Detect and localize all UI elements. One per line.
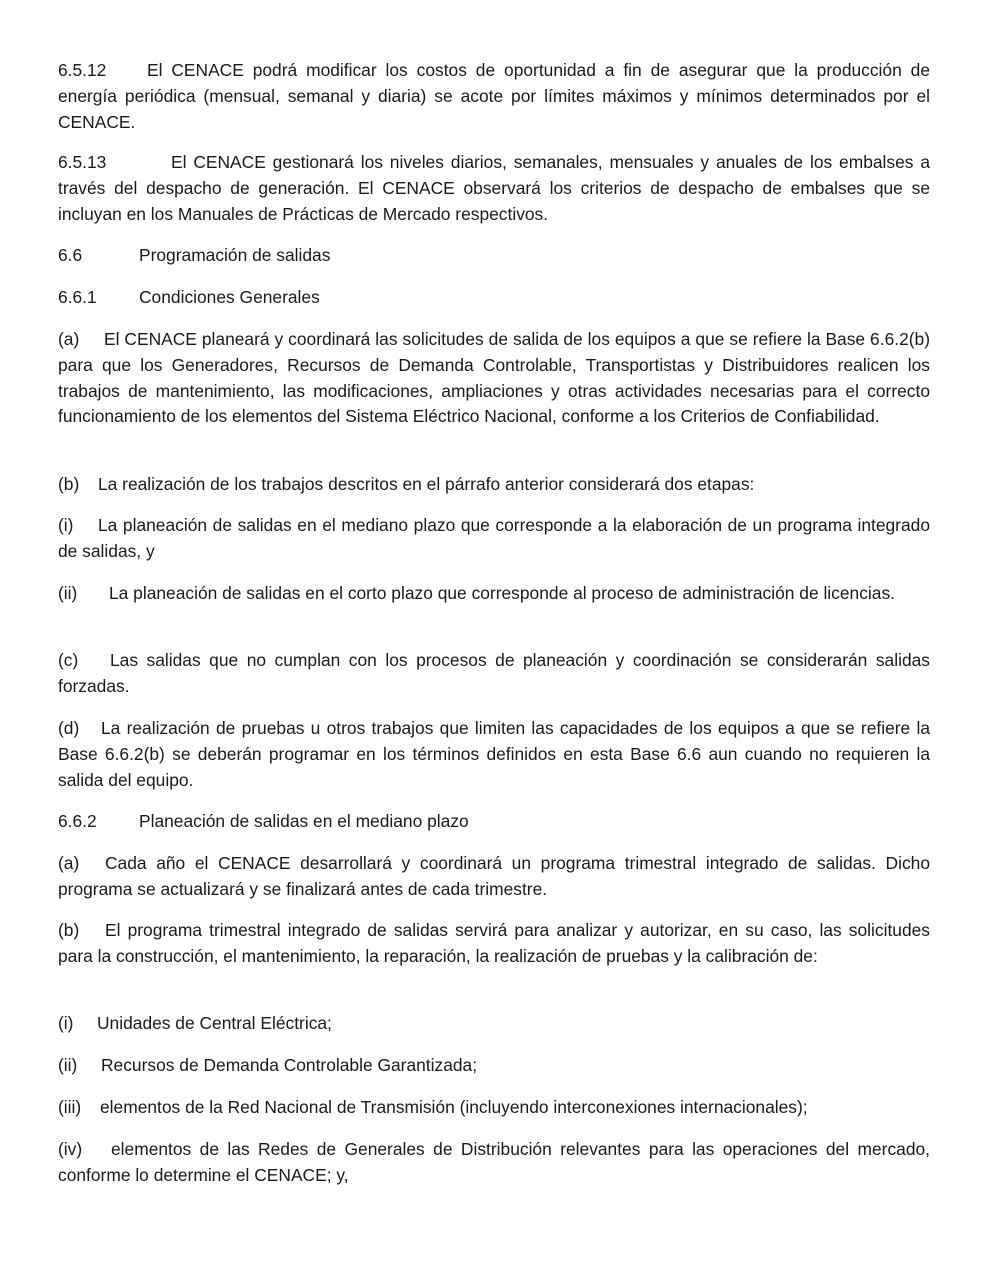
clause-label: (b): [58, 474, 80, 494]
paragraph-number: 6.5.13: [58, 152, 107, 172]
section-number: 6.6.2: [58, 811, 97, 831]
clause-label: (d): [58, 718, 80, 738]
item-6-6-2-b-ii: [58, 1053, 930, 1079]
clause-text: Recursos de Demanda Controlable Garantizada;: [101, 1055, 478, 1075]
clause-label: (b): [58, 920, 80, 940]
clause-6-6-2-a: [58, 851, 930, 903]
clause-6-6-1-b: [58, 472, 930, 498]
clause-text: La realización de pruebas u otros trabajos que limiten las capacidades de los equipos a que se refiere la Base 6.6.2(b) se deberán programar en los términos definidos en esta Base 6.6 aun cuando no requieren la salida del equipo.: [58, 718, 930, 790]
section-number: 6.6: [58, 245, 83, 265]
clause-6-6-1-b-i: [58, 513, 930, 565]
clause-6-6-1-d: [58, 716, 930, 793]
clause-text: La planeación de salidas en el mediano plazo que corresponde a la elaboración de un programa integrado de salidas, y: [58, 515, 930, 561]
section-number: 6.6.1: [58, 287, 97, 307]
paragraph-text: El CENACE podrá modificar los costos de oportunidad a fin de asegurar que la producción de energía periódica (mensual, semanal y diaria) se acote por límites máximos y mínimos determinados por el CENACE.: [58, 60, 930, 132]
clause-6-6-1-c: [58, 648, 930, 700]
item-6-6-2-b-iv: [58, 1137, 930, 1189]
clause-label: (i): [58, 515, 74, 535]
section-title: Planeación de salidas en el mediano plazo: [139, 811, 469, 831]
clause-label: (ii): [58, 1055, 78, 1075]
item-6-6-2-b-i: [58, 1011, 930, 1037]
clause-label: (a): [58, 329, 80, 349]
clause-text: La planeación de salidas en el corto plazo que corresponde al proceso de administración de licencias.: [109, 583, 895, 603]
clause-6-6-1-a: [58, 327, 930, 430]
paragraph-6-5-13: [58, 150, 930, 227]
clause-text: El CENACE planeará y coordinará las solicitudes de salida de los equipos a que se refiere la Base 6.6.2(b) para que los Generadores, Recursos de Demanda Controlable, Transportistas y Distribuidores realicen los trabajos de mantenimiento, las modificaciones, ampliaciones y otras actividades necesarias para el correcto funcionamiento de los elementos del Sistema Eléctrico Nacional, conforme a los Criterios de Confiabilidad.: [58, 329, 930, 427]
clause-text: El programa trimestral integrado de salidas servirá para analizar y autorizar, en su caso, las solicitudes para la construcción, el mantenimiento, la reparación, la realización de pruebas y la calibración de:: [58, 920, 930, 966]
item-6-6-2-b-iii: [58, 1095, 930, 1121]
section-title: Condiciones Generales: [139, 287, 320, 307]
paragraph-number: 6.5.12: [58, 60, 107, 80]
clause-text: Las salidas que no cumplan con los procesos de planeación y coordinación se considerarán salidas forzadas.: [58, 650, 930, 696]
clause-text: La realización de los trabajos descritos en el párrafo anterior considerará dos etapas:: [98, 474, 755, 494]
clause-label: (iii): [58, 1097, 82, 1117]
clause-text: elementos de las Redes de Generales de Distribución relevantes para las operaciones del mercado, conforme lo determine el CENACE; y,: [58, 1139, 930, 1185]
section-heading-6-6-1: [58, 285, 320, 311]
clause-label: (ii): [58, 583, 78, 603]
section-title: Programación de salidas: [139, 245, 331, 265]
clause-text: elementos de la Red Nacional de Transmisión (incluyendo interconexiones internacionales);: [100, 1097, 808, 1117]
paragraph-6-5-12: [58, 58, 930, 135]
clause-text: Unidades de Central Eléctrica;: [97, 1013, 332, 1033]
clause-text: Cada año el CENACE desarrollará y coordinará un programa trimestral integrado de salidas. Dicho programa se actualizará y se finalizará antes de cada trimestre.: [58, 853, 930, 899]
clause-label: (i): [58, 1013, 74, 1033]
clause-label: (a): [58, 853, 80, 873]
clause-6-6-1-b-ii: [58, 581, 930, 607]
paragraph-text: El CENACE gestionará los niveles diarios, semanales, mensuales y anuales de los embalses a través del despacho de generación. El CENACE observará los criterios de despacho de embalses que se incluyan en los Manuales de Prácticas de Mercado respectivos.: [58, 152, 930, 224]
section-heading-6-6-2: [58, 809, 469, 835]
clause-6-6-2-b: [58, 918, 930, 970]
clause-label: (iv): [58, 1139, 83, 1159]
section-heading-6-6: [58, 243, 330, 269]
clause-label: (c): [58, 650, 79, 670]
